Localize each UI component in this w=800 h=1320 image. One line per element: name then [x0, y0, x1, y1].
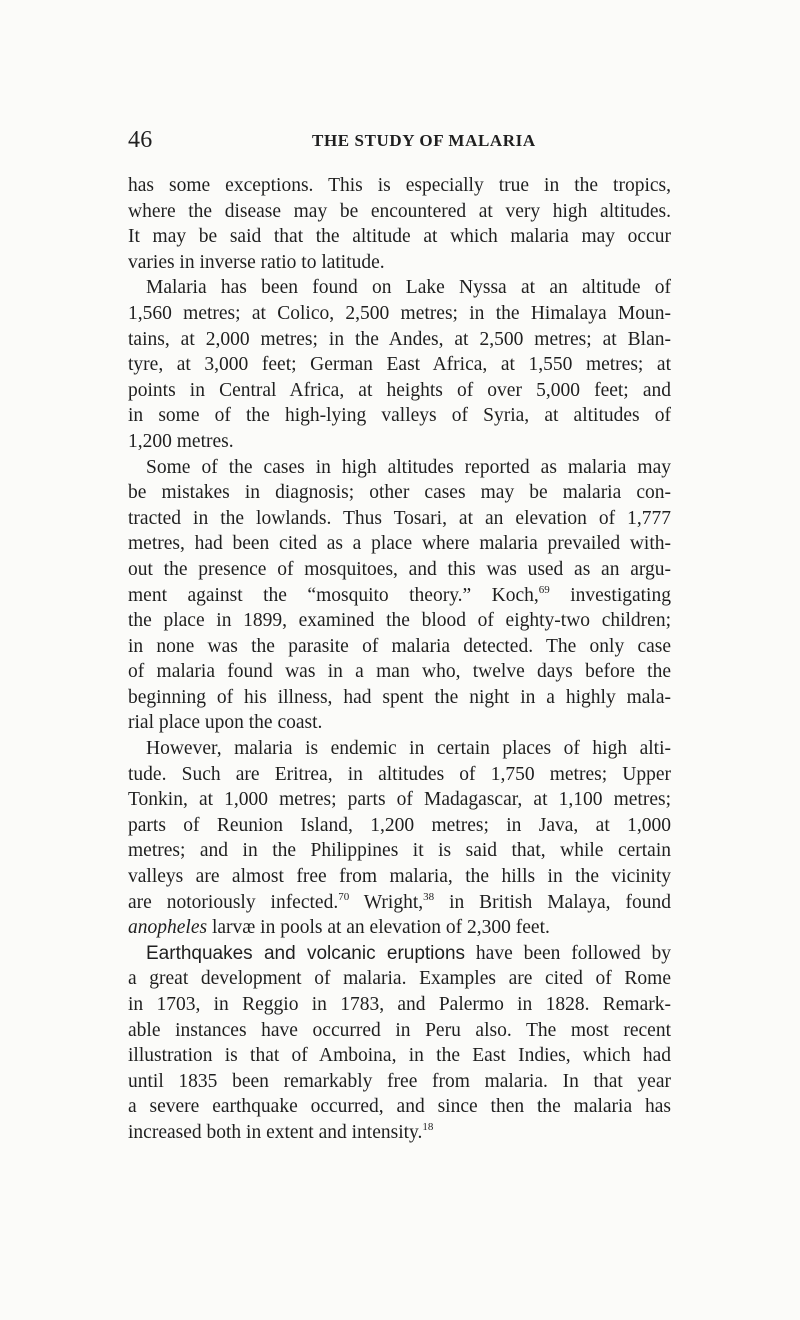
- text-line: in none was the parasite of malaria detected. The only case: [128, 635, 671, 657]
- text-line: the place in 1899, examined the blood of eighty-two children;: [128, 610, 671, 632]
- page-header: [0, 126, 800, 154]
- text-line: be mistakes in diagnosis; other cases may be malaria con-: [128, 482, 671, 504]
- text-segment: larvæ in pools at an elevation of 2,300 feet.: [207, 917, 550, 939]
- text-line: Malaria has been found on Lake Nyssa at an altitude of: [146, 277, 671, 299]
- text-segment: Wright,: [349, 891, 424, 913]
- text-line: parts of Reunion Island, 1,200 metres; in Java, at 1,000: [128, 814, 671, 836]
- footnote-ref: 69: [538, 583, 550, 596]
- text-segment: are notoriously infected.: [128, 891, 339, 913]
- text-line: until 1835 been remarkably free from malaria. In that year: [128, 1070, 671, 1092]
- text-segment: in British Malaya, found: [434, 891, 671, 913]
- text-line: has some exceptions. This is especially true in the tropics,: [128, 175, 671, 196]
- paragraph-altitude-intro: [128, 173, 671, 275]
- text-line: in 1703, in Reggio in 1783, and Palermo in 1828. Remark-: [128, 994, 671, 1015]
- text-segment: increased both in extent and intensity.: [128, 1121, 423, 1143]
- running-head: THE STUDY OF MALARIA: [312, 131, 536, 150]
- text-line: [128, 583, 671, 609]
- body-text: [128, 173, 671, 1146]
- text-line: in some of the high-lying valleys of Syria, at altitudes of: [128, 405, 671, 427]
- text-line: out the presence of mosquitoes, and this was used as an argu-: [128, 558, 671, 580]
- text-line: able instances have occurred in Peru also. The most recent: [128, 1019, 671, 1041]
- text-line: However, malaria is endemic in certain places of high alti-: [146, 738, 671, 760]
- text-line: Some of the cases in high altitudes reported as malaria may: [146, 456, 671, 478]
- footnote-ref: 70: [338, 890, 350, 903]
- text-line: varies in inverse ratio to latitude.: [128, 251, 385, 273]
- page-number: 46: [128, 127, 153, 153]
- text-line: beginning of his illness, had spent the night in a highly mala-: [128, 686, 671, 708]
- text-line: where the disease may be encountered at very high altitudes.: [128, 200, 671, 222]
- text-line: metres; and in the Philippines it is said that, while certain: [128, 840, 671, 862]
- text-line: valleys are almost free from malaria, the hills in the vicinity: [128, 866, 671, 888]
- text-segment: investigating: [549, 584, 671, 606]
- text-line: tude. Such are Eritrea, in altitudes of 1,750 metres; Upper: [128, 763, 671, 785]
- text-line: metres, had been cited as a place where malaria prevailed with-: [128, 533, 671, 555]
- text-line: tyre, at 3,000 feet; German East Africa, at 1,550 metres; at: [128, 354, 671, 376]
- text-line: points in Central Africa, at heights of over 5,000 feet; and: [128, 379, 671, 401]
- section-lead: Earthquakes and volcanic eruptions: [146, 942, 466, 964]
- text-line: a severe earthquake occurred, and since then the malaria has: [128, 1096, 671, 1118]
- text-line: of malaria found was in a man who, twelve days before the: [128, 661, 671, 683]
- text-line: tains, at 2,000 metres; in the Andes, at 2,500 metres; at Blan-: [128, 328, 671, 350]
- paragraph-earthquakes: [128, 941, 671, 1146]
- text-line: rial place upon the coast.: [128, 712, 323, 734]
- text-line: [128, 1120, 671, 1146]
- paragraph-endemic-high-altitude: [128, 736, 671, 941]
- paragraph-altitude-records: [128, 275, 671, 454]
- text-line: [128, 890, 671, 916]
- text-line: [128, 941, 671, 967]
- text-segment: ment against the “mosquito theory.” Koch,: [128, 584, 539, 606]
- text-line: 1,200 metres.: [128, 430, 234, 452]
- text-line: 1,560 metres; at Colico, 2,500 metres; in the Himalaya Moun-: [128, 302, 671, 324]
- text-segment: have been followed by: [465, 942, 672, 964]
- text-line: a great development of malaria. Examples are cited of Rome: [128, 968, 671, 990]
- footnote-ref: 38: [423, 890, 435, 903]
- genus-name: anopheles: [128, 917, 208, 939]
- text-line: illustration is that of Amboina, in the East Indies, which had: [128, 1045, 671, 1067]
- text-line: It may be said that the altitude at which malaria may occur: [128, 226, 671, 248]
- text-line: Tonkin, at 1,000 metres; parts of Madagascar, at 1,100 metres;: [128, 789, 671, 811]
- text-line: [128, 915, 671, 941]
- text-line: tracted in the lowlands. Thus Tosari, at an elevation of 1,777: [128, 507, 671, 529]
- paragraph-mistaken-diagnosis: [128, 455, 671, 737]
- footnote-ref: 18: [422, 1120, 434, 1133]
